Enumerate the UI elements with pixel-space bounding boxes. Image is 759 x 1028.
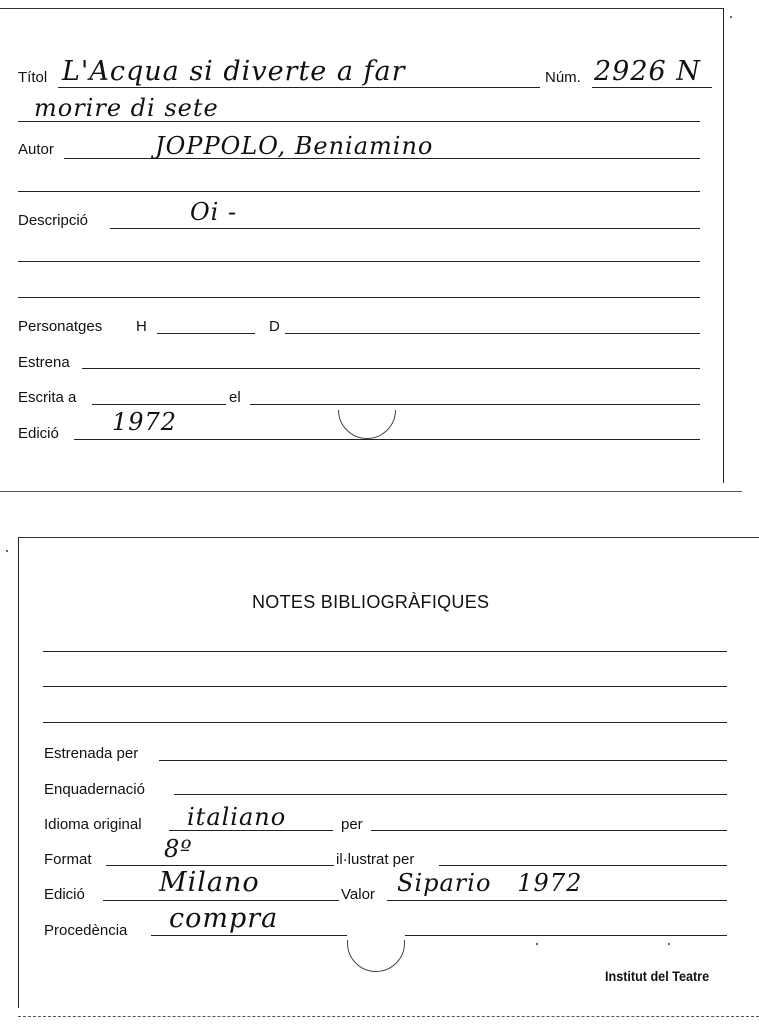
descripcio-label: Descripció xyxy=(18,212,89,229)
notes-heading: NOTES BIBLIOGRÀFIQUES xyxy=(252,592,490,612)
edicio-value: 1972 xyxy=(112,408,178,436)
illustrat-label: il·lustrat per xyxy=(336,851,415,868)
titol-value: L'Acqua si diverte a far xyxy=(62,56,406,87)
titol-value-continued: morire di sete xyxy=(34,94,219,122)
blank-line xyxy=(18,261,700,262)
catalog-card-back xyxy=(18,537,759,1008)
d-label: D xyxy=(269,318,280,335)
estrenada-label: Estrenada per xyxy=(44,745,139,762)
escrita-line xyxy=(92,404,226,405)
card-edge-line xyxy=(18,1016,759,1017)
card-edge-line xyxy=(0,491,742,492)
blank-line xyxy=(43,722,727,723)
institution-label: Institut del Teatre xyxy=(605,968,710,984)
format-label: Format xyxy=(44,851,92,868)
enquadernacio-line xyxy=(174,794,727,795)
edicio-label: Edició xyxy=(44,886,85,903)
estrena-line xyxy=(82,368,700,369)
el-label: el xyxy=(229,389,241,406)
scan-speck xyxy=(536,943,538,945)
punch-hole xyxy=(338,381,396,439)
autor-label: Autor xyxy=(18,141,54,158)
per-label: per xyxy=(341,816,363,833)
illustrat-line xyxy=(439,865,727,866)
estrena-label: Estrena xyxy=(18,354,70,371)
procedencia-value: compra xyxy=(169,903,279,934)
num-line xyxy=(592,87,712,88)
punch-hole xyxy=(347,914,405,972)
edicio-label: Edició xyxy=(18,425,59,442)
per-line xyxy=(371,830,727,831)
blank-line xyxy=(18,297,700,298)
el-line xyxy=(250,404,700,405)
format-line xyxy=(106,865,334,866)
edicio-value: Milano xyxy=(159,867,260,898)
num-value: 2926 N xyxy=(594,56,701,87)
descripcio-value: Oi - xyxy=(190,198,238,226)
d-line xyxy=(285,333,700,334)
titol-line xyxy=(58,87,540,88)
format-value: 8º xyxy=(164,835,193,863)
valor-value: Sipario 1972 xyxy=(397,869,583,897)
blank-line xyxy=(43,686,727,687)
catalog-card-front xyxy=(0,8,724,483)
enquadernacio-label: Enquadernació xyxy=(44,781,145,798)
h-line xyxy=(157,333,255,334)
personatges-label: Personatges xyxy=(18,318,103,335)
scan-speck xyxy=(730,16,732,18)
titol-label: Títol xyxy=(18,69,48,86)
idioma-label: Idioma original xyxy=(44,816,142,833)
descripcio-line xyxy=(110,228,700,229)
valor-label: Valor xyxy=(341,886,375,903)
scan-speck xyxy=(6,550,8,552)
estrenada-line xyxy=(159,760,727,761)
h-label: H xyxy=(136,318,147,335)
procedencia-line xyxy=(151,935,347,936)
blank-line xyxy=(43,651,727,652)
edicio-line xyxy=(103,900,339,901)
autor-value: JOPPOLO, Beniamino xyxy=(155,132,434,160)
valor-line xyxy=(387,900,727,901)
scan-speck xyxy=(668,943,670,945)
procedencia-label: Procedència xyxy=(44,922,128,939)
escrita-label: Escrita a xyxy=(18,389,77,406)
idioma-value: italiano xyxy=(187,803,287,831)
num-label: Núm. xyxy=(545,69,581,86)
procedencia-line-right xyxy=(405,935,727,936)
edicio-line xyxy=(74,439,700,440)
blank-line xyxy=(18,191,700,192)
